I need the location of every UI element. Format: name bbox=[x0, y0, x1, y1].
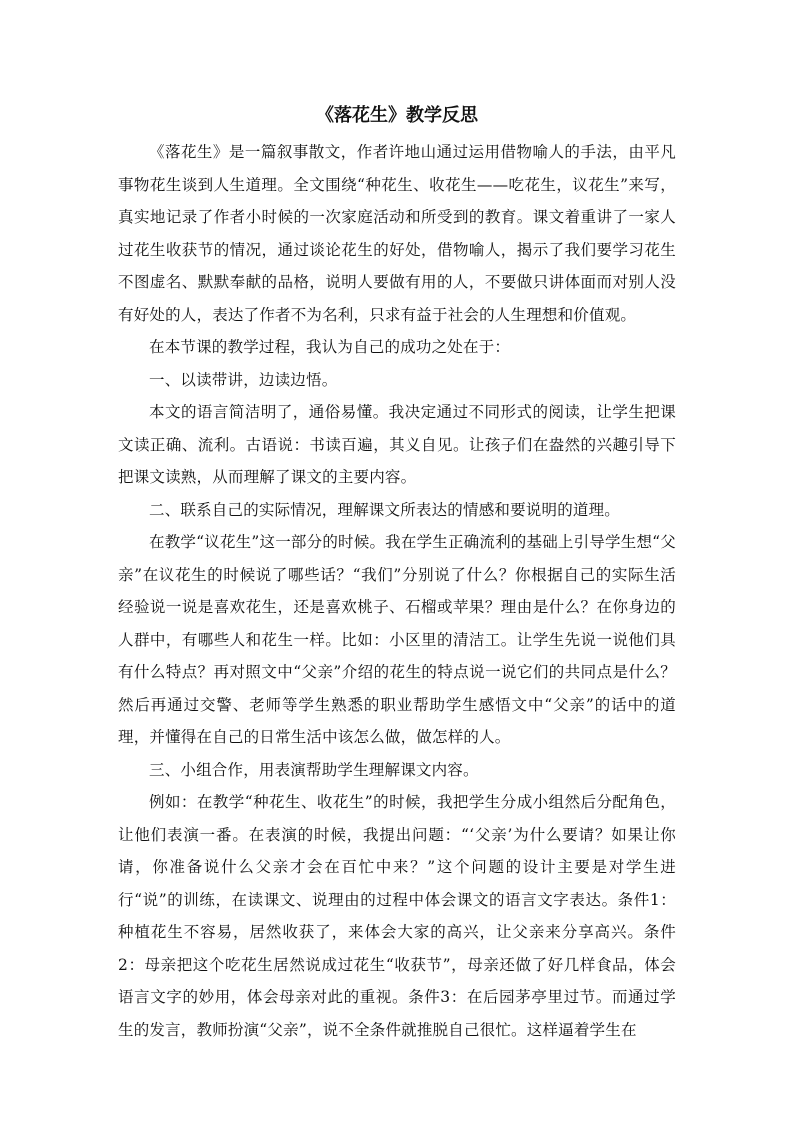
paragraph-reading: 本文的语言简洁明了，通俗易懂。我决定通过不同形式的阅读，让学生把课文读正确、流利。古语说：书读百遍，其义自见。让孩子们在盎然的兴趣引导下把课文读熟，从而理解了课文的主要内容。 bbox=[118, 403, 676, 486]
paragraph-success-lead: 在本节课的教学过程，我认为自己的成功之处在于： bbox=[149, 338, 511, 356]
section-heading-1: 一、以读带讲，边读边悟。 bbox=[149, 370, 338, 389]
paragraph-intro: 《落花生》是一篇叙事散文，作者许地山通过运用借物喻人的手法，由平凡事物花生谈到人生道理。全文围绕“种花生、收花生——吃花生，议花生”来写，真实地记录了作者小时候的一次家庭活动和所受到的教育。课文着重讲了一家人过花生收获节的情况，通过谈论花生的好处，借物喻人，揭示了我们要学习花生不图虚名、默默奉献的品格，说明人要做有用的人，不要做只讲体面而对别人没有好处的人，表达了作者不为名利，只求有益于社会的人生理想和价值观。 bbox=[118, 143, 676, 324]
paragraph-performance: 例如：在教学“种花生、收花生”的时候，我把学生分成小组然后分配角色，让他们表演一番。在表演的时候，我提出问题：“‘父亲’为什么要请？如果让你请，你准备说什么父亲才会在百忙中来？”这个问题的设计主要是对学生进行“说”的训练，在读课文、说理由的过程中体会课文的语言文字表达。条件1：种植花生不容易，居然收获了，来体会大家的高兴，让父亲来分享高兴。条件2：母亲把这个吃花生居然说成过花生“收获节”，母亲还做了好几样食品，体会语言文字的妙用，体会母亲对此的重视。条件3：在后园茅亭里过节。而通过学生的发言，教师扮演“父亲”，说不全条件就推脱自己很忙。这样逼着学生在 bbox=[118, 793, 676, 1039]
section-heading-2: 二、联系自己的实际情况，理解课文所表达的情感和要说明的道理。 bbox=[149, 500, 621, 519]
document-title: 《落花生》教学反思 bbox=[316, 105, 478, 126]
paragraph-discussion: 在教学“议花生”这一部分的时候。我在学生正确流利的基础上引导学生想“父亲”在议花生的时候说了哪些话？“我们”分别说了什么？你根据自己的实际生活经验说一说是喜欢花生，还是喜欢桃子、石榴或苹果？理由是什么？在你身边的人群中，有哪些人和花生一样。比如：小区里的清洁工。让学生先说一说他们具有什么特点？再对照文中“父亲”介绍的花生的特点说一说它们的共同点是什么？然后再通过交警、老师等学生熟悉的职业帮助学生感悟文中“父亲”的话中的道理，并懂得在自己的日常生活中该怎么做，做怎样的人。 bbox=[118, 533, 676, 746]
document-page bbox=[118, 96, 676, 1046]
section-heading-3: 三、小组合作，用表演帮助学生理解课文内容。 bbox=[149, 760, 479, 779]
